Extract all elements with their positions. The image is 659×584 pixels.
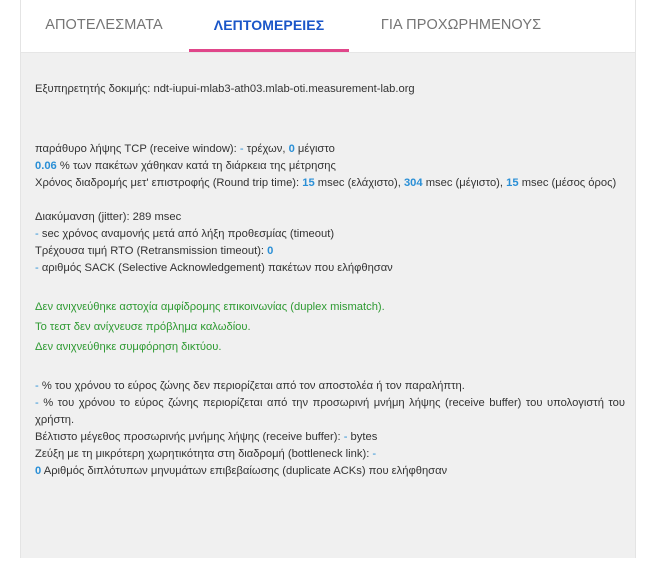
- receive-buffer-limit-text: % του χρόνου το εύρος ζώνης περιορίζεται από την προσωρινή μνήμη λήψης (receive buffer) του υπολογιστή του χρήστη.: [35, 397, 625, 426]
- jitter-line: Διακύμανση (jitter): 289 msec: [35, 211, 182, 223]
- active-tab-indicator: [189, 49, 349, 52]
- timeout-text: sec χρόνος αναμονής μετά από λήξη προθεσμίας (timeout): [41, 228, 335, 240]
- duplicate-acks-text: Αριθμός διπλότυπων μηνυμάτων επιβεβαίωσης (duplicate ACKs) που ελήφθησαν: [43, 465, 448, 477]
- optimal-buffer-value: -: [343, 431, 348, 443]
- details-panel: [21, 53, 635, 558]
- bottleneck-label: Ζεύξη με τη μικρότερη χωρητικότητα στη διαδρομή (bottleneck link):: [35, 448, 370, 460]
- rtt-avg-label: msec (μέσος όρος): [521, 177, 617, 189]
- timeout-value: -: [35, 228, 39, 240]
- duplicate-acks-value: 0: [35, 465, 42, 477]
- tab-bar: [21, 0, 635, 53]
- rwin-max-value: 0: [288, 143, 295, 155]
- rwin-current-label: τρέχων,: [246, 143, 286, 155]
- details-card: [20, 0, 636, 558]
- optimal-buffer-label: Βέλτιστο μέγεθος προσωρινής μνήμης λήψης (receive buffer):: [35, 431, 341, 443]
- bottleneck-line: [35, 446, 625, 463]
- rto-value: 0: [267, 245, 274, 257]
- rtt-line: [35, 175, 625, 192]
- rwin-current-value: -: [239, 143, 244, 155]
- sack-text: αριθμός SACK (Selective Acknowledgement) πακέτων που ελήφθησαν: [41, 262, 393, 274]
- sack-line: [35, 260, 625, 277]
- server-line: [35, 81, 625, 98]
- loss-value: 0.06: [35, 160, 57, 172]
- tab-details[interactable]: ΛΕΠΤΟΜΕΡΕΙΕΣ: [213, 17, 325, 33]
- rtt-min-value: 15: [302, 177, 315, 189]
- server-label: Εξυπηρετητής δοκιμής:: [35, 83, 151, 95]
- duplicate-acks-line: [35, 463, 625, 480]
- rtt-min-label: msec (ελάχιστο),: [317, 177, 401, 189]
- receive-window-line: [35, 141, 625, 158]
- packet-loss-line: [35, 158, 625, 175]
- bottleneck-value: -: [372, 448, 377, 460]
- rwin-max-label: μέγιστο: [297, 143, 335, 155]
- tab-advanced[interactable]: ΓΙΑ ΠΡΟΧΩΡΗΜΕΝΟΥΣ: [380, 17, 542, 33]
- sender-limit-value: -: [35, 380, 39, 392]
- sender-limit-text: % του χρόνου το εύρος ζώνης δεν περιορίζεται από τον αποστολέα ή τον παραλήπτη.: [41, 380, 465, 392]
- rto-line: [35, 243, 625, 260]
- congestion-status: Δεν ανιχνεύθηκε συμφόρηση δικτύου.: [35, 341, 222, 353]
- rtt-max-label: msec (μέγιστο),: [425, 177, 504, 189]
- rtt-label: Χρόνος διαδρομής μετ' επιστροφής (Round trip time):: [35, 177, 300, 189]
- loss-text: % των πακέτων χάθηκαν κατά τη διάρκεια της μέτρησης: [59, 160, 336, 172]
- rtt-max-value: 304: [403, 177, 423, 189]
- receive-buffer-limit-line: [35, 395, 625, 429]
- optimal-buffer-unit: bytes: [350, 431, 378, 443]
- optimal-buffer-line: [35, 429, 625, 446]
- receive-buffer-limit-value: -: [35, 397, 39, 409]
- sender-limit-line: [35, 378, 625, 395]
- rtt-avg-value: 15: [506, 177, 519, 189]
- duplex-status: Δεν ανιχνεύθηκε αστοχία αμφίδρομης επικοινωνίας (duplex mismatch).: [35, 301, 385, 313]
- rto-label: Τρέχουσα τιμή RTO (Retransmission timeout):: [35, 245, 265, 257]
- server-host: ndt-iupui-mlab3-ath03.mlab-oti.measurement-lab.org: [153, 83, 415, 95]
- timeout-line: [35, 226, 625, 243]
- cable-status: Το τεστ δεν ανίχνευσε πρόβλημα καλωδίου.: [35, 321, 251, 333]
- rwin-label: παράθυρο λήψης TCP (receive window):: [35, 143, 237, 155]
- sack-value: -: [35, 262, 39, 274]
- tab-results[interactable]: ΑΠΟΤΕΛΕΣΜΑΤΑ: [45, 17, 163, 33]
